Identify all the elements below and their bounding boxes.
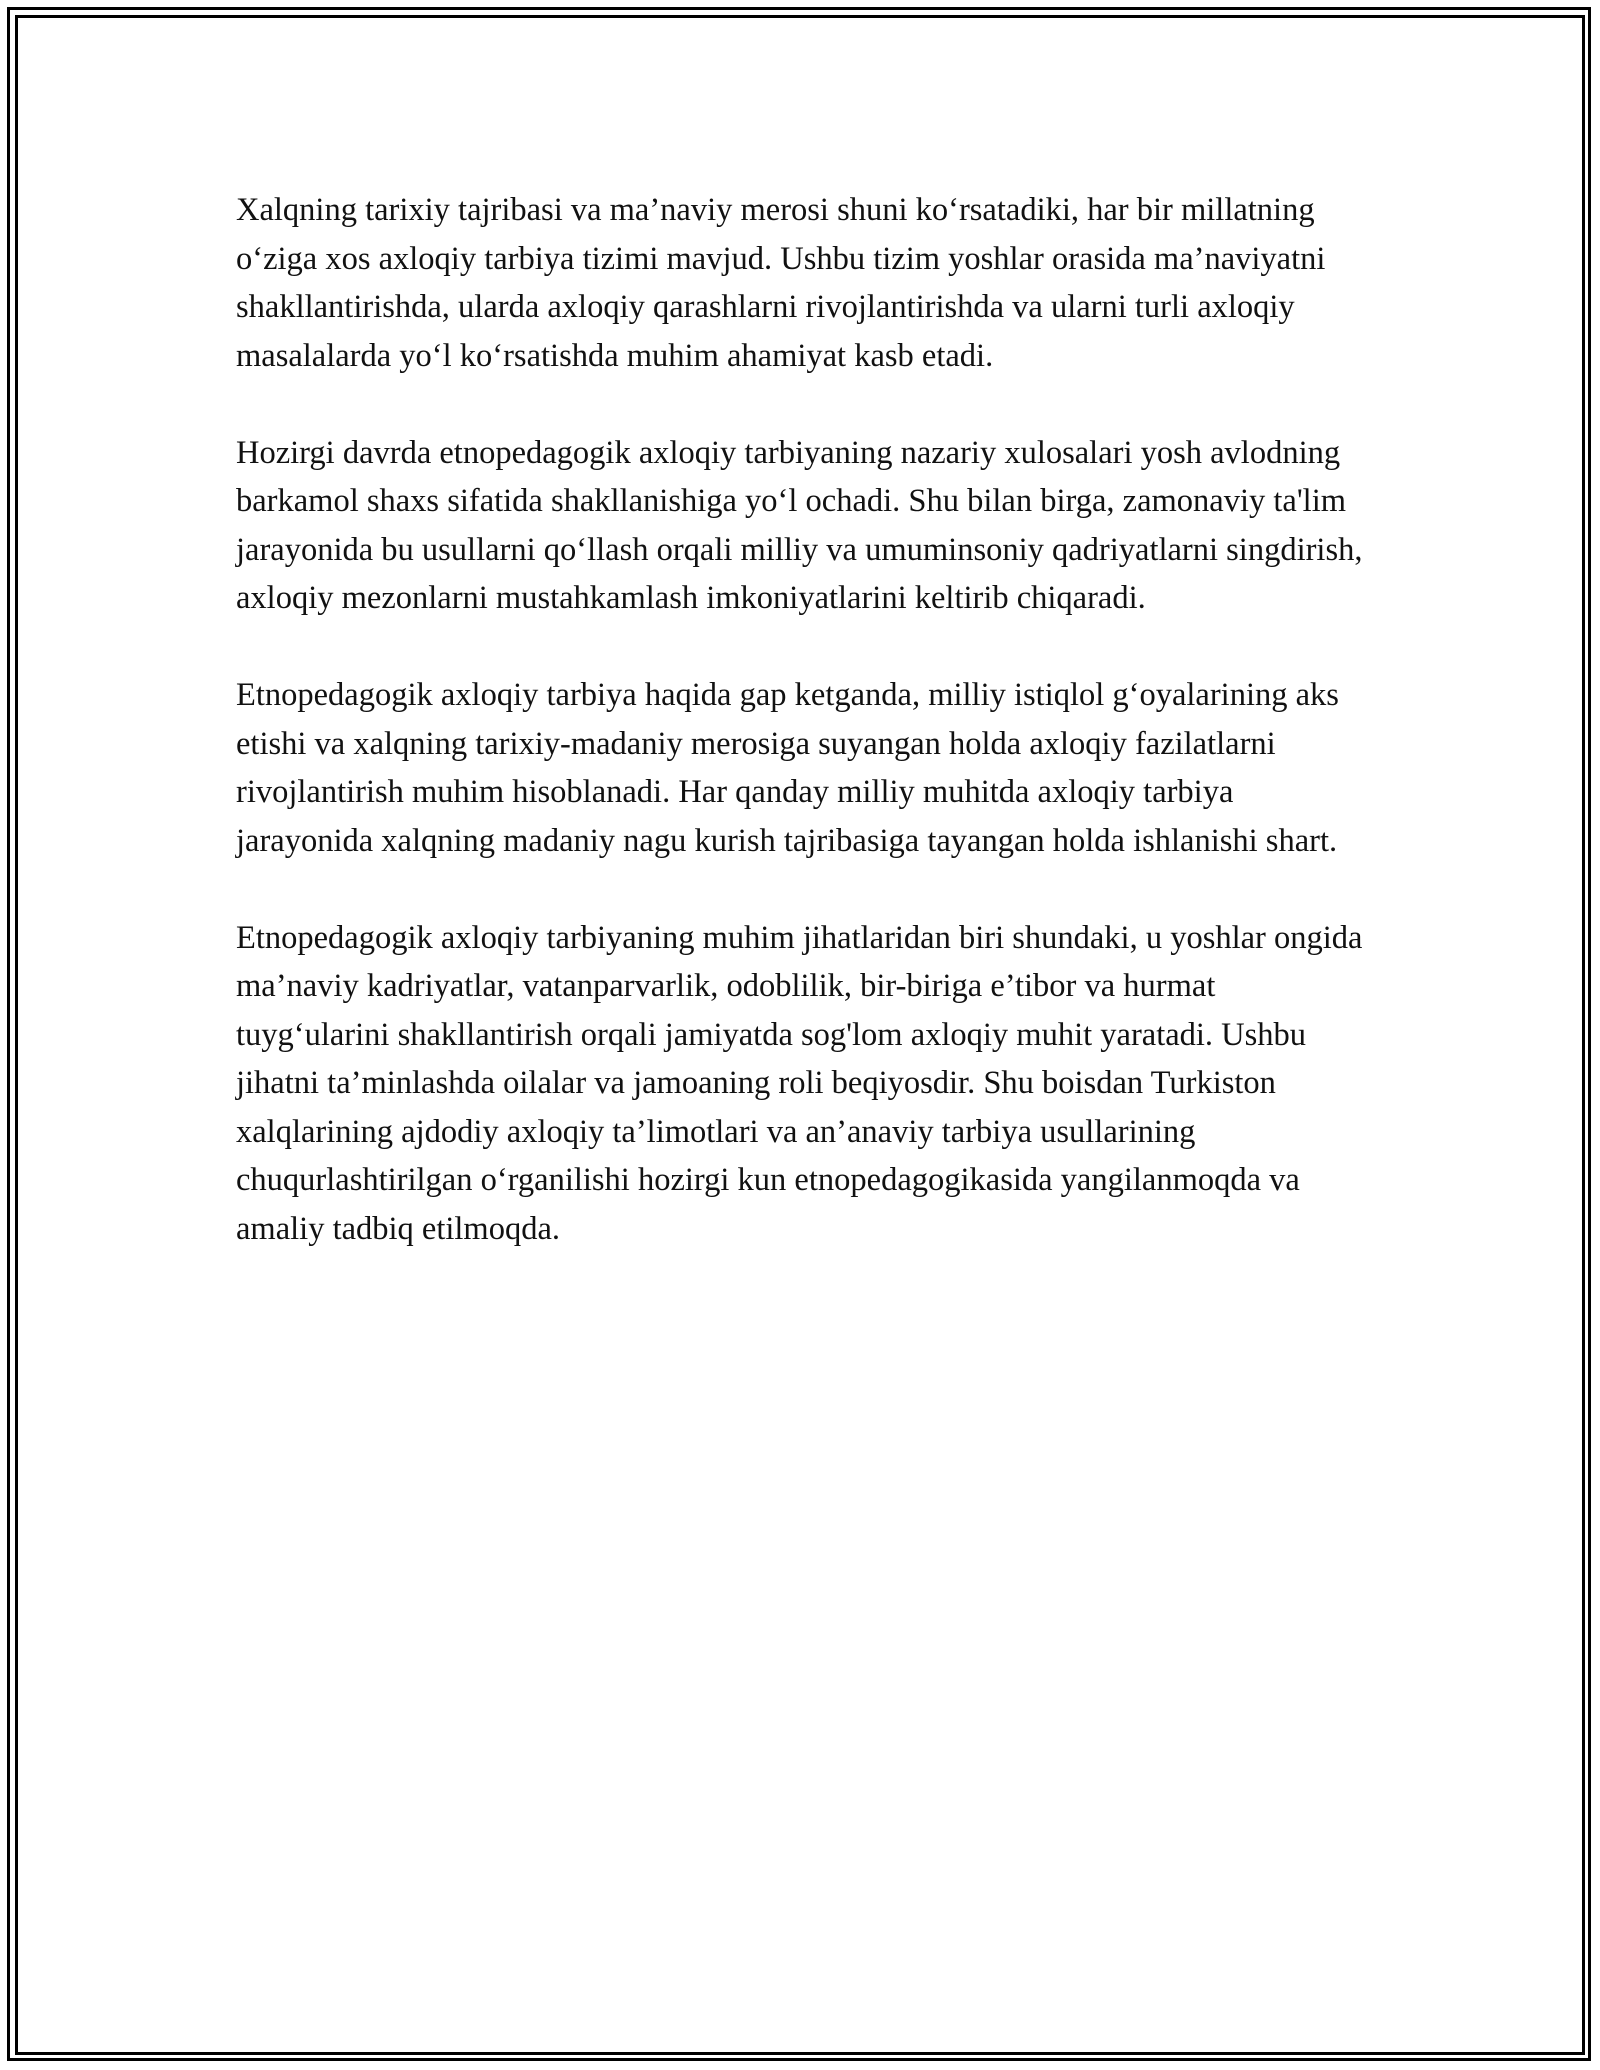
paragraph-2: Hozirgi davrda etnopedagogik axloqiy tarbiyaning nazariy xulosalari yosh avlodning barkamol shaxs sifatida shakllanishiga yo‘l ochadi. Shu bilan birga, zamonaviy ta'lim jarayonida bu usullarni qo‘llash orqali milliy va umuminsoniy qadriyatlarni singdirish, axloqiy mezonlarni mustahkamlash imkoniyatlarini keltirib chiqaradi.: [236, 434, 1363, 616]
paragraph-1: Xalqning tarixiy tajribasi va ma’naviy merosi shuni ko‘rsatadiki, har bir millatning o‘ziga xos axloqiy tarbiya tizimi mavjud. Ushbu tizim yoshlar orasida ma’naviyatni shakllantirishda, ularda axloqiy qarashlarni rivojlantirishda va ularni turli axloqiy masalalarda yo‘l ko‘rsatishda muhim ahamiyat kasb etadi.: [236, 192, 1326, 374]
paragraph-4: Etnopedagogik axloqiy tarbiyaning muhim jihatlaridan biri shundaki, u yoshlar ongida ma’naviy kadriyatlar, vatanparvarlik, odoblilik, bir-biriga e’tibor va hurmat tuyg‘ularini shakllantirish orqali jamiyatda sog'lom axloqiy muhit yaratadi. Ushbu jihatni ta’minlashda oilalar va jamoaning roli beqiyosdir. Shu boisdan Turkiston xalqlarining ajdodiy axloqiy ta’limotlari va an’anaviy tarbiya usullarining chuqurlashtirilgan o‘rganilishi hozirgi kun etnopedagogikasida yangilanmoqda va amaliy tadbiq etilmoqda.: [236, 919, 1363, 1247]
paragraph-3: Etnopedagogik axloqiy tarbiya haqida gap ketganda, milliy istiqlol g‘oyalarining aks etishi va xalqning tarixiy-madaniy merosiga suyangan holda axloqiy fazilatlarni rivojlantirish muhim hisoblanadi. Har qanday milliy muhitda axloqiy tarbiya jarayonida xalqning madaniy nagu kurish tajribasiga tayangan holda ishlanishi shart.: [236, 677, 1339, 859]
document-body: [236, 186, 1366, 1302]
